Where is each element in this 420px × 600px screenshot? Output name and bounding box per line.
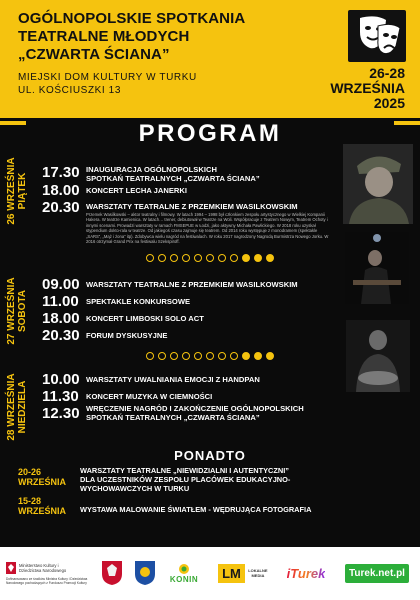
sponsor-ministry (6, 555, 90, 591)
ministry-logo (6, 562, 79, 574)
dates-range: 26-28 (369, 65, 405, 81)
event-time: 18.00 (42, 182, 80, 199)
extra-date-month: WRZEŚNIA (18, 506, 66, 516)
extra-event-line: DLA UCZESTNIKÓW ZESPOŁU PLACÓWEK EDUKACYJNO- (80, 475, 291, 484)
sponsor-coat-of-arms-2 (132, 555, 158, 591)
workshop-leader-bio: Przemek Wasilkowski – aktor teatralny i filmowy. W latach 1994 – 1998 był członkiem zespołu artystycznego w Wielkiej Kompanii Hakera. W teatrze Kamienica. W latach… trener, debiutował w Teatrze na Woli. Współpracuje z Teatrem Nowym, Teatrem Ochoty i innymi scenami. Prowadzi warsztaty w ramach FMSEPUE w Łodzi, jako aktywny Michała Pawlickiego. W 2018 roku uzyskał stypendium dokto-rala w teatrze. Od jakiegoś czasu zajmuje się teatrem. Od 2014 roku występuje z monodramem (spektakle „SARS”, „Mąż i żona” itp). Zdobywca wielu nagród na festiwalach. W roku 2017 nagrodzony Nagrodą Burmistrza Nowego Jorku. W 2016 otrzymał Grand Prix na festiwalu Szekspiroff. (86, 212, 329, 245)
dot-icon (182, 254, 190, 262)
turek-net-logo: Turek.net.pl (345, 564, 409, 583)
day-weekday: NIEDZIELA (17, 380, 28, 434)
event-title-line: WRĘCZENIE NAGRÓD I ZAKOŃCZENIE OGÓLNOPOLSKICH (86, 404, 304, 413)
poster-header (0, 0, 420, 118)
dot-icon (242, 352, 250, 360)
venue-name: MIEJSKI DOM KULTURY W TURKU (18, 72, 197, 83)
ministry-name: Ministerstwo Kultury i Dziedzictwa Narodowego (19, 562, 67, 573)
extra-event: WYSTAWA MALOWANIE ŚWIATŁEM - WĘDRUJĄCA FOTOGRAFIA (80, 505, 312, 514)
sponsor-konin (164, 555, 204, 591)
lm-logo: LM (218, 564, 245, 583)
dot-icon (254, 352, 262, 360)
dot-icon (230, 352, 238, 360)
event-title: KONCERT LECHA JANERKI (86, 186, 187, 195)
event-title: WARSZTATY TEATRALNE Z PRZEMKIEM WASILKOWSKIM (86, 202, 298, 211)
event-title-line: SPOTKAŃ TEATRALNYCH „CZWARTA ŚCIANA” (86, 174, 260, 183)
dot-icon (146, 352, 154, 360)
dot-icon (206, 352, 214, 360)
event-time: 17.30 (42, 164, 80, 181)
event-time: 20.30 (42, 327, 80, 344)
dot-icon (158, 352, 166, 360)
event-time: 11.00 (42, 293, 79, 310)
dot-icon (230, 254, 238, 262)
program-title: PROGRAM (138, 120, 282, 147)
sponsor-iturek (280, 555, 332, 591)
day-weekday: SOBOTA (17, 289, 28, 333)
venue-address: UL. KOŚCIUSZKI 13 (18, 85, 122, 96)
event-time: 09.00 (42, 276, 80, 293)
decorative-dots (146, 352, 274, 360)
konin-logo-icon (176, 563, 192, 575)
eagle-emblem-icon (6, 562, 16, 574)
dot-icon (194, 254, 202, 262)
event-time: 10.00 (42, 371, 80, 388)
photo-limboski (345, 232, 409, 304)
event-title: KONCERT MUZYKA W CIEMNOŚCI (86, 392, 213, 401)
festival-dates (330, 66, 405, 111)
coat-of-arms-icon (134, 560, 156, 586)
day-date: 27 WRZEŚNIA (6, 277, 17, 345)
dot-icon (242, 254, 250, 262)
event-title: WARSZTATY UWALNIANIA EMOCJI Z HANDPAN (86, 375, 260, 384)
decorative-dots (146, 254, 274, 262)
sponsor-bar (0, 547, 420, 600)
day-label-saturday (6, 266, 28, 356)
extra-event-line: WYCHOWAWCZYCH W TURKU (80, 484, 190, 493)
festival-title-line-3: „CZWARTA ŚCIANA” (18, 46, 170, 63)
photo-handpan (346, 320, 410, 392)
dates-month: WRZEŚNIA (330, 80, 405, 96)
event-time: 18.00 (42, 310, 80, 327)
dot-icon (170, 352, 178, 360)
dot-icon (194, 352, 202, 360)
dot-icon (146, 254, 154, 262)
event-title (86, 165, 260, 183)
extra-event (80, 466, 290, 493)
day-label-sunday (6, 362, 28, 452)
sponsor-turek-net (340, 555, 414, 591)
extra-date-range: 20-26 (18, 467, 42, 477)
extra-date-month: WRZEŚNIA (18, 477, 66, 487)
event-title: SPEKTAKLE KONKURSOWE (86, 297, 191, 306)
theatre-mask-icon (348, 10, 406, 62)
day-date: 26 WRZEŚNIA (6, 157, 17, 225)
dot-icon (218, 352, 226, 360)
ponadto-heading: PONADTO (174, 448, 246, 463)
day-label-friday (6, 146, 28, 236)
day-weekday: PIĄTEK (17, 172, 28, 210)
event-title-line: SPOTKAŃ TEATRALNYCH „CZWARTA ŚCIANA” (86, 413, 260, 422)
extra-event-line: WARSZTATY TEATRALNE „NIEWIDZIALNI I AUTENTYCZNI” (80, 466, 289, 475)
dot-icon (254, 254, 262, 262)
sponsor-lokalne-media (214, 555, 272, 591)
coat-of-arms-icon (101, 560, 123, 586)
dot-icon (266, 352, 274, 360)
dot-icon (218, 254, 226, 262)
theatre-masks-logo (348, 10, 406, 62)
extra-date-range: 15-28 (18, 496, 42, 506)
iturek-logo: iTurek (286, 565, 326, 581)
event-title: FORUM DYSKUSYJNE (86, 331, 168, 340)
extra-date (18, 467, 66, 487)
dates-year: 2025 (373, 95, 405, 111)
event-time: 20.30 (42, 199, 80, 216)
event-title: KONCERT LIMBOSKI SOLO ACT (86, 314, 204, 323)
konin-label: KONIN (169, 574, 199, 584)
festival-title-line-2: TEATRALNE MŁODYCH (18, 28, 190, 45)
event-title (86, 404, 304, 422)
event-time: 12.30 (42, 405, 80, 422)
ministry-note: Dofinansowano ze środków Ministra Kultury i Dziedzictwa Narodowego pochodzących z Funduszu Promocji Kultury (6, 576, 88, 585)
photo-lech-janerka (343, 144, 413, 224)
event-title-line: INAUGURACJA OGÓLNOPOLSKICH (86, 165, 217, 174)
dot-icon (182, 352, 190, 360)
day-date: 28 WRZEŚNIA (6, 373, 17, 441)
lm-subtitle: LOKALNE MEDIA (248, 568, 268, 578)
dot-icon (206, 254, 214, 262)
dot-icon (266, 254, 274, 262)
event-time: 11.30 (42, 388, 79, 405)
event-title: WARSZTATY TEATRALNE Z PRZEMKIEM WASILKOWSKIM (86, 280, 298, 289)
extra-date (18, 496, 66, 516)
dot-icon (170, 254, 178, 262)
sponsor-coat-of-arms-1 (98, 555, 126, 591)
dot-icon (158, 254, 166, 262)
festival-title-line-1: OGÓLNOPOLSKIE SPOTKANIA (18, 10, 246, 27)
